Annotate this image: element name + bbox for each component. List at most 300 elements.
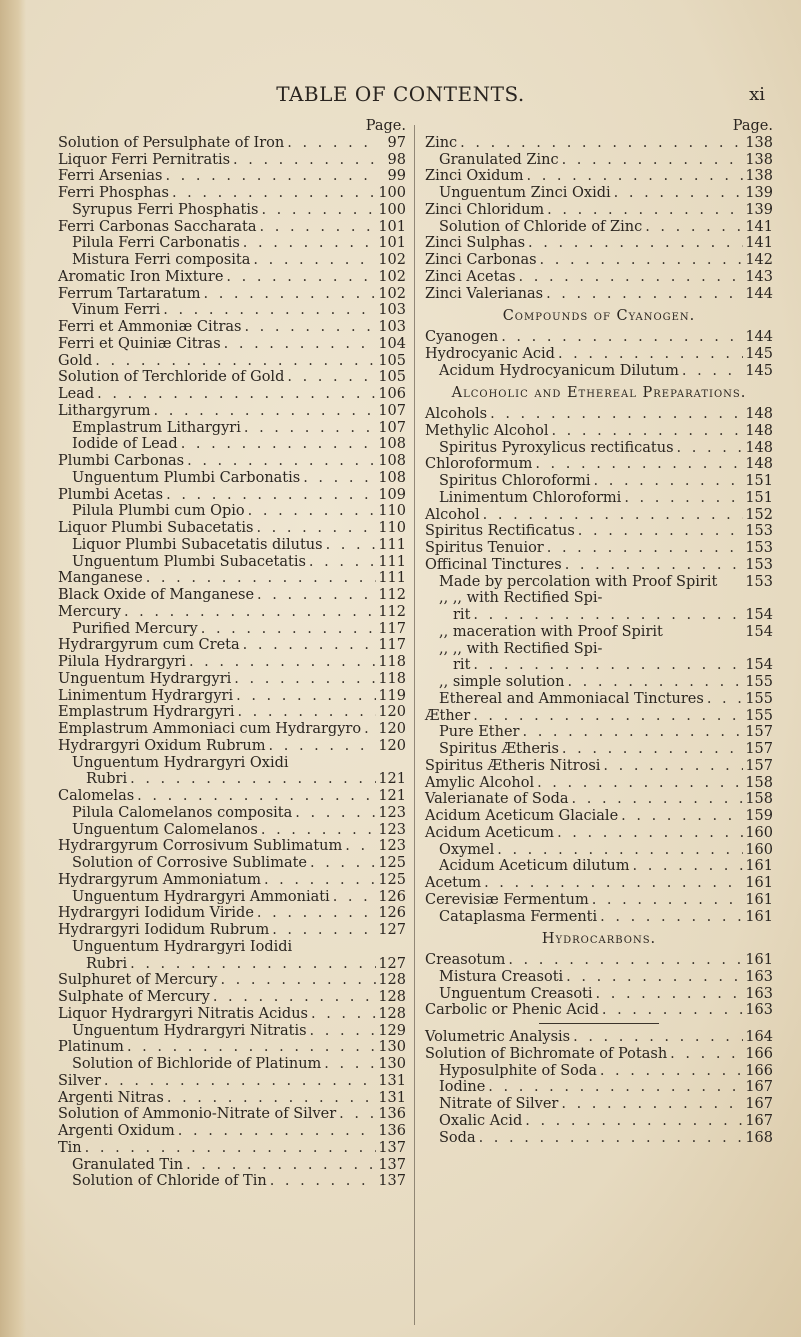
toc-entry	[425, 473, 773, 490]
toc-entry-title: Solution of Ammonio-Nitrate of Silver	[58, 1106, 337, 1123]
toc-entry	[58, 688, 406, 705]
dot-leader	[221, 336, 376, 353]
dot-leader	[178, 436, 376, 453]
toc-entry-page: 129	[378, 1022, 406, 1039]
toc-entry-page: 127	[378, 922, 406, 938]
dot-leader	[470, 607, 743, 624]
toc-entry-page: 141	[745, 218, 773, 235]
toc-entry-title: Æther	[425, 707, 471, 724]
toc-entry-page: 161	[745, 891, 773, 908]
dot-leader	[597, 1063, 743, 1080]
dot-leader	[476, 1130, 743, 1147]
toc-entry-title: Emplastrum Lithargyri	[72, 419, 241, 436]
toc-entry	[58, 436, 406, 453]
dot-leader	[674, 440, 743, 457]
toc-entry-page: 153	[745, 573, 773, 590]
toc-entry-page: 117	[378, 620, 406, 637]
toc-entry	[425, 1096, 773, 1113]
toc-entry-title: Iodide of Lead	[72, 436, 178, 453]
toc-entry	[425, 1063, 773, 1080]
dot-leader	[618, 808, 743, 825]
toc-entry	[58, 570, 406, 587]
toc-entry-page: 123	[378, 838, 406, 855]
dot-leader	[642, 219, 743, 236]
toc-entry	[425, 858, 773, 875]
dot-leader	[160, 302, 376, 319]
toc-entry-page: 167	[745, 1079, 773, 1096]
toc-entry-page: 158	[745, 791, 773, 808]
toc-entry-title: Solution of Corrosive Sublimate	[72, 855, 307, 871]
toc-entry-page: 138	[745, 151, 773, 168]
toc-entry	[425, 657, 773, 674]
toc-entry	[58, 537, 406, 554]
toc-entry-title: Methylic Alcohol	[425, 422, 549, 439]
toc-entry	[58, 185, 406, 202]
toc-entry	[58, 972, 406, 989]
toc-entry-page: 161	[745, 952, 773, 968]
toc-entry-title: Pilula Calomelanos composita	[72, 804, 293, 821]
dot-leader	[230, 152, 376, 169]
toc-left-column	[58, 118, 406, 1190]
dot-leader	[679, 363, 743, 380]
toc-entry-title: Unguentum Hydrargyri	[58, 670, 232, 687]
toc-entry-page: 128	[378, 989, 406, 1005]
toc-entry	[58, 135, 406, 152]
toc-entry-page: 118	[378, 654, 406, 670]
toc-entry	[58, 202, 406, 219]
toc-entry-page: 145	[745, 362, 773, 379]
toc-entry-title: Pilula Plumbi cum Opio	[72, 503, 245, 520]
toc-entry-title: Manganese	[58, 570, 143, 587]
toc-entry-page: 120	[378, 704, 406, 721]
toc-entry	[425, 590, 773, 607]
dot-leader	[361, 721, 376, 738]
toc-entry	[58, 805, 406, 822]
dot-leader	[258, 202, 376, 219]
toc-entry-title: Soda	[439, 1129, 476, 1146]
dot-leader	[240, 637, 376, 654]
toc-entry-title: Unguentum Hydrargyri Iodidi	[72, 938, 293, 955]
toc-entry-page: 142	[745, 252, 773, 268]
toc-entry-title: Hydrargyri Oxidum Rubrum	[58, 737, 266, 754]
toc-entry-title: Zinci Valerianas	[425, 285, 544, 302]
toc-entry	[58, 1023, 406, 1040]
toc-entry-title: Unguentum Creasoti	[439, 985, 593, 1002]
toc-entry	[425, 219, 773, 236]
dot-leader	[544, 540, 743, 557]
toc-entry-title: Tin	[58, 1139, 82, 1156]
toc-entry	[425, 168, 773, 185]
dot-leader	[254, 905, 376, 922]
toc-entry	[425, 758, 773, 775]
toc-entry-page: 108	[378, 436, 406, 453]
toc-entry	[425, 607, 773, 624]
dot-leader	[522, 1113, 743, 1130]
dot-leader	[253, 520, 376, 537]
toc-entry-title: Ferri Phosphas	[58, 185, 169, 201]
toc-entry-title: Zinc	[425, 134, 458, 151]
dot-leader	[169, 185, 376, 202]
toc-entry	[58, 956, 406, 973]
toc-entry	[58, 1140, 406, 1157]
toc-entry	[425, 523, 773, 540]
toc-entry-title: Zinci Acetas	[425, 268, 516, 285]
dot-leader	[151, 403, 376, 420]
toc-entry	[425, 329, 773, 346]
toc-entry-title: Ferri et Ammoniæ Citras	[58, 319, 242, 335]
toc-entry	[425, 1002, 773, 1019]
toc-entry-page: 139	[745, 185, 773, 201]
toc-entry-page: 111	[378, 570, 406, 587]
toc-entry-page: 131	[378, 1072, 406, 1089]
toc-entry-page: 109	[378, 486, 406, 503]
toc-entry-title: Valerianate of Soda	[425, 791, 569, 808]
dot-leader	[704, 691, 743, 708]
dot-leader	[555, 346, 743, 363]
toc-entry	[58, 855, 406, 872]
dot-leader	[134, 788, 376, 805]
toc-entry-title: Solution of Chloride of Tin	[72, 1173, 267, 1190]
toc-entry	[425, 346, 773, 363]
dot-leader	[121, 604, 376, 621]
toc-entry-title: Hydrargyri Iodidum Viride	[58, 905, 254, 922]
toc-entry	[58, 269, 406, 286]
toc-entry-page: 167	[745, 1096, 773, 1112]
dot-leader	[621, 490, 743, 507]
toc-entry-title: Lead	[58, 386, 95, 402]
toc-entry	[58, 654, 406, 671]
toc-entry	[425, 952, 773, 969]
toc-entry-page: 160	[745, 824, 773, 841]
toc-entry-title: Officinal Tinctures	[425, 556, 562, 573]
toc-entry-title: Solution of Bichloride of Platinum	[72, 1056, 322, 1072]
dot-leader	[494, 842, 743, 859]
dot-leader	[284, 135, 376, 152]
toc-entry-page: 130	[378, 1039, 406, 1056]
toc-entry-title: Pilula Ferri Carbonatis	[72, 235, 240, 252]
dot-leader	[164, 1090, 376, 1107]
toc-entry-title: Chloroformum	[425, 456, 533, 473]
toc-entry	[425, 825, 773, 842]
toc-entry-page: 123	[378, 821, 406, 838]
toc-entry	[58, 738, 406, 755]
page-number: xi	[749, 84, 765, 105]
dot-leader	[559, 741, 743, 758]
toc-entry-title: Calomelas	[58, 788, 135, 804]
toc-entry-title: Oxalic Acid	[439, 1112, 523, 1129]
toc-entry	[58, 704, 406, 721]
toc-entry	[425, 909, 773, 926]
toc-entry	[58, 788, 406, 805]
toc-entry	[58, 671, 406, 688]
toc-entry-title: Carbolic or Phenic Acid	[425, 1002, 599, 1019]
toc-entry-page: 137	[378, 1139, 406, 1156]
toc-entry-page: 151	[745, 473, 773, 489]
dot-leader	[186, 654, 376, 671]
dot-leader	[599, 1002, 743, 1019]
dot-leader	[250, 252, 376, 269]
toc-entry-title: Zinci Sulphas	[425, 235, 526, 252]
toc-entry-title: Hydrargyrum cum Creta	[58, 637, 240, 654]
toc-entry-page: 106	[378, 386, 406, 402]
page-column-label: Page.	[732, 118, 773, 134]
toc-entry-page: 103	[378, 319, 406, 335]
toc-entry-page: 101	[378, 218, 406, 235]
toc-entry-title: Unguentum Plumbi Carbonatis	[72, 469, 301, 486]
dot-leader	[597, 909, 743, 926]
toc-entry-page: 148	[745, 439, 773, 456]
dot-leader	[336, 1106, 376, 1123]
toc-entry-title: Linimentum Hydrargyri	[58, 687, 234, 704]
toc-entry	[58, 503, 406, 520]
toc-entry-page: 104	[378, 335, 406, 352]
toc-entry	[58, 604, 406, 621]
toc-entry-title: Purified Mercury	[72, 620, 198, 637]
toc-entry-page: 137	[378, 1156, 406, 1173]
toc-entry	[425, 152, 773, 169]
toc-entry	[58, 721, 406, 738]
toc-entry-title: Linimentum Chloroformi	[439, 489, 622, 506]
toc-entry-page: 154	[745, 657, 773, 674]
toc-entry	[425, 456, 773, 473]
toc-entry-page: 120	[378, 737, 406, 754]
toc-entry	[58, 353, 406, 370]
dot-leader	[284, 369, 376, 386]
toc-entry-page: 157	[745, 724, 773, 741]
toc-entry-page: 105	[378, 369, 406, 386]
toc-entry-page: 163	[745, 1002, 773, 1019]
toc-entry-title: Alcohol	[425, 506, 480, 523]
toc-entry	[425, 135, 773, 152]
toc-entry-page: 136	[378, 1123, 406, 1139]
toc-entry	[425, 363, 773, 380]
toc-entry-page: 102	[378, 252, 406, 268]
toc-entry-page: 157	[745, 757, 773, 774]
toc-entry-page: 110	[378, 520, 406, 536]
dot-leader	[570, 1029, 743, 1046]
page-header	[0, 82, 801, 108]
toc-entry-page: 155	[745, 707, 773, 724]
toc-entry-page: 148	[745, 406, 773, 422]
toc-entry	[58, 587, 406, 604]
toc-entry	[58, 1106, 406, 1123]
dot-leader	[307, 855, 376, 872]
toc-entry	[425, 1029, 773, 1046]
toc-entry	[425, 557, 773, 574]
dot-leader	[306, 554, 376, 571]
toc-entry-page: 161	[745, 858, 773, 875]
toc-entry-page: 154	[745, 623, 773, 640]
toc-entry-page: 139	[745, 201, 773, 218]
dot-leader	[534, 775, 743, 792]
toc-entry	[58, 1006, 406, 1023]
dot-leader	[485, 1079, 743, 1096]
toc-entry-title: Sulphate of Mercury	[58, 989, 210, 1005]
toc-entry-title: Cataplasma Fermenti	[439, 908, 598, 925]
dot-leader	[233, 688, 376, 705]
toc-entry	[58, 889, 406, 906]
toc-entry-page: 157	[745, 741, 773, 757]
toc-entry-title: ,, maceration with Proof Spirit	[439, 623, 663, 640]
toc-entry-page: 148	[745, 456, 773, 473]
toc-entry-title: Nitrate of Silver	[439, 1096, 559, 1112]
toc-entry-title: Spiritus Pyroxylicus rectificatus	[439, 439, 674, 456]
toc-entry-title: Zinci Chloridum	[425, 201, 545, 218]
toc-entry	[58, 219, 406, 236]
toc-entry-title: Liquor Hydrargyri Nitratis Acidus	[58, 1005, 308, 1022]
dot-leader	[307, 1023, 376, 1040]
toc-entry-title: Solution of Chloride of Zinc	[439, 218, 643, 235]
dot-leader	[217, 972, 376, 989]
toc-entry-page: 120	[378, 721, 406, 737]
toc-entry-page: 126	[378, 888, 406, 905]
dot-leader	[532, 456, 743, 473]
toc-entry-title: Mistura Creasoti	[439, 968, 564, 985]
toc-entry-title: Spiritus Chloroformi	[439, 473, 591, 489]
toc-entry-title: Ferri Carbonas Saccharata	[58, 218, 257, 235]
toc-right-column	[425, 118, 773, 1146]
toc-entry	[58, 168, 406, 185]
dot-leader	[480, 507, 743, 524]
toc-entry	[425, 741, 773, 758]
toc-entry	[425, 691, 773, 708]
toc-entry-title: ,, ,, with Rectified Spi-	[439, 590, 603, 607]
toc-entry-title: Made by percolation with Proof Spirit	[439, 573, 718, 590]
dot-leader	[629, 858, 743, 875]
toc-entry	[58, 637, 406, 654]
dot-leader	[519, 724, 743, 741]
toc-entry-page: 128	[378, 972, 406, 989]
dot-leader	[559, 152, 743, 169]
toc-entry	[58, 939, 406, 956]
dot-leader	[589, 892, 743, 909]
toc-entry-title: Solution of Persulphate of Iron	[58, 134, 285, 151]
toc-entry-page: 99	[387, 168, 406, 185]
toc-entry	[425, 252, 773, 269]
toc-entry	[58, 235, 406, 252]
toc-entry-title: Unguentum Plumbi Subacetatis	[72, 553, 306, 570]
toc-entry	[58, 922, 406, 939]
toc-entry-title: Creasotum	[425, 952, 506, 968]
toc-entry-page: 163	[745, 968, 773, 985]
toc-entry-title: Syrupus Ferri Phosphatis	[72, 201, 259, 218]
toc-entry	[58, 905, 406, 922]
dot-leader	[457, 135, 743, 152]
dot-leader	[593, 986, 743, 1003]
toc-entry-page: 118	[378, 670, 406, 687]
toc-entry-page: 121	[378, 771, 406, 788]
toc-entry	[58, 403, 406, 420]
toc-entry-page: 153	[745, 556, 773, 573]
toc-entry-title: Ethereal and Ammoniacal Tinctures	[439, 690, 704, 707]
toc-entry-page: 155	[745, 674, 773, 690]
toc-entry	[425, 235, 773, 252]
toc-entry-page: 164	[745, 1029, 773, 1045]
toc-entry	[425, 440, 773, 457]
toc-entry-page: 130	[378, 1056, 406, 1072]
toc-entry-page: 155	[745, 690, 773, 707]
toc-entry-page: 152	[745, 506, 773, 523]
dot-leader	[261, 872, 376, 889]
toc-entry-title: Gold	[58, 352, 93, 369]
toc-entry-page: 158	[745, 774, 773, 791]
dot-leader	[257, 219, 376, 236]
dot-leader	[223, 269, 376, 286]
toc-entry	[58, 302, 406, 319]
toc-entry	[58, 386, 406, 403]
toc-entry-page: 100	[378, 201, 406, 218]
dot-leader	[254, 587, 376, 604]
toc-entry	[425, 574, 773, 591]
toc-entry-page: 145	[745, 345, 773, 362]
dot-leader	[524, 168, 744, 185]
dot-leader	[241, 420, 376, 437]
toc-entry-title: Unguentum Zinci Oxidi	[439, 185, 611, 201]
toc-entry	[425, 1079, 773, 1096]
toc-entry-title: Silver	[58, 1072, 101, 1089]
dot-leader	[569, 791, 743, 808]
dot-leader	[241, 319, 376, 336]
toc-entry-title: Spiritus Tenuior	[425, 540, 544, 556]
toc-entry-page: 107	[378, 419, 406, 436]
toc-entry	[58, 621, 406, 638]
toc-entry	[425, 624, 773, 641]
toc-entry-page: 138	[745, 168, 773, 185]
page-binding-shadow	[0, 0, 26, 1337]
dot-leader	[591, 473, 743, 490]
toc-entry-title: Plumbi Carbonas	[58, 453, 185, 469]
toc-entry-title: Cerevisiæ Fermentum	[425, 891, 589, 908]
toc-entry	[58, 1173, 406, 1190]
dot-leader	[323, 537, 376, 554]
toc-entry-title: ,, simple solution	[439, 674, 565, 690]
dot-leader	[231, 671, 376, 688]
dot-leader	[470, 657, 743, 674]
dot-leader	[487, 406, 743, 423]
dot-leader	[124, 1039, 376, 1056]
toc-entry-title: Spiritus Ætheris Nitrosi	[425, 757, 601, 774]
toc-entry-title: Argenti Nitras	[58, 1089, 164, 1106]
toc-entry-page: 123	[378, 804, 406, 821]
section-heading: Alcoholic and Ethereal Preparations.	[451, 385, 747, 402]
page-column-label: Page.	[365, 118, 406, 134]
toc-entry	[425, 202, 773, 219]
toc-entry-page: 159	[745, 808, 773, 824]
toc-entry-page: 119	[378, 687, 406, 704]
toc-entry-page: 103	[378, 302, 406, 319]
toc-entry	[425, 507, 773, 524]
dot-leader	[240, 235, 376, 252]
toc-entry-page: 112	[378, 603, 406, 620]
dot-leader	[258, 822, 376, 839]
toc-entry-title: Hydrargyri Iodidum Rubrum	[58, 922, 270, 938]
toc-entry	[58, 319, 406, 336]
toc-entry-title: Ferri Arsenias	[58, 168, 163, 185]
toc-entry-title: Acetum	[425, 875, 482, 891]
toc-entry	[58, 755, 406, 772]
toc-entry-title: Ferrum Tartaratum	[58, 285, 201, 302]
dot-leader	[163, 487, 376, 504]
dot-leader	[564, 674, 743, 691]
toc-entry-page: 98	[387, 151, 406, 168]
toc-entry	[425, 969, 773, 986]
toc-entry-page: 101	[378, 235, 406, 252]
toc-entry-page: 128	[378, 1005, 406, 1022]
toc-entry-title: Granulated Tin	[72, 1156, 184, 1173]
dot-leader	[234, 704, 376, 721]
toc-entry-title: Ferri et Quiniæ Citras	[58, 335, 221, 352]
toc-entry	[425, 269, 773, 286]
